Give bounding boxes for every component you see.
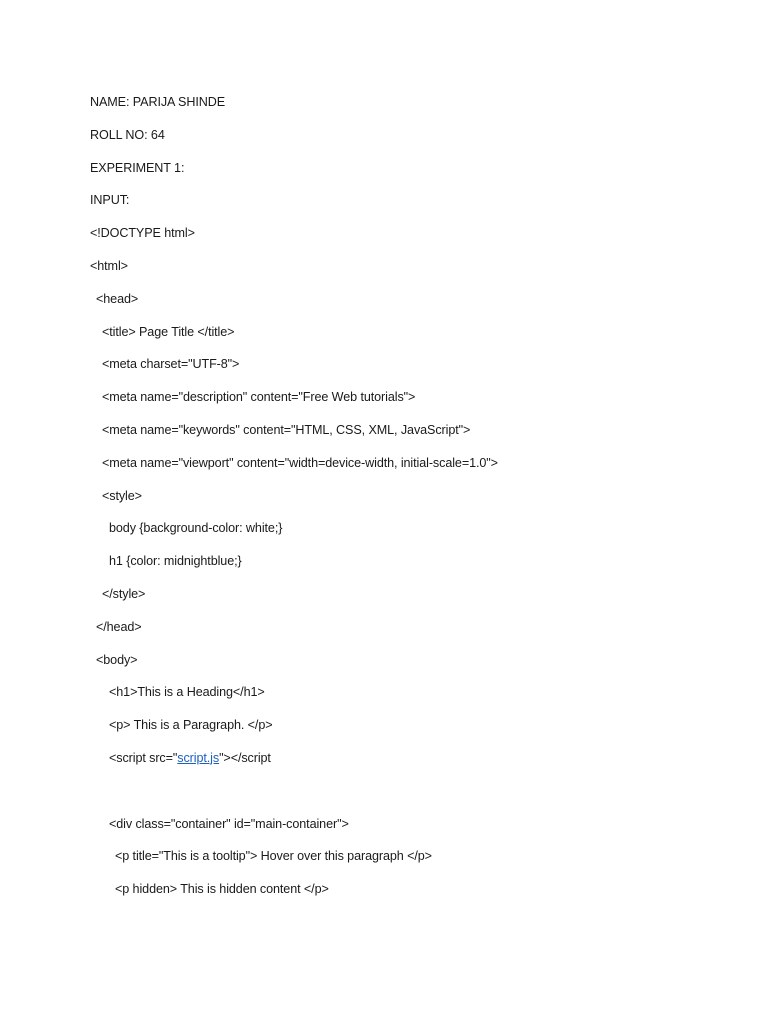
code-line-style-close: </style>	[102, 586, 146, 601]
script-prefix: <script src="	[109, 750, 178, 765]
code-line-title: <title> Page Title </title>	[102, 324, 235, 339]
script-suffix: "></script	[219, 750, 271, 765]
code-line-css-h1: h1 {color: midnightblue;}	[109, 554, 242, 569]
code-line-style-open: <style>	[102, 488, 142, 503]
code-line-div-open: <div class="container" id="main-container">	[109, 816, 349, 831]
blank-line	[90, 781, 730, 814]
code-line-p-hidden: <p hidden> This is hidden content </p>	[115, 882, 329, 897]
code-line-body-open: <body>	[96, 652, 138, 667]
code-line-p-tooltip: <p title="This is a tooltip"> Hover over this paragraph </p>	[115, 849, 432, 864]
code-line-h1: <h1>This is a Heading</h1>	[109, 685, 265, 700]
code-line-meta-description: <meta name="description" content="Free Web tutorials">	[102, 390, 416, 405]
experiment-heading: EXPERIMENT 1:	[90, 160, 185, 175]
code-line-doctype: <!DOCTYPE html>	[90, 226, 195, 241]
code-line-p: <p> This is a Paragraph. </p>	[109, 718, 273, 733]
code-line-script	[90, 748, 730, 781]
script-js-link[interactable]: script.js	[177, 750, 220, 765]
document-body	[90, 92, 730, 912]
code-line-css-body: body {background-color: white;}	[109, 521, 283, 536]
code-line-head-close: </head>	[96, 619, 142, 634]
student-name: NAME: PARIJA SHINDE	[90, 95, 226, 109]
code-line-meta-keywords: <meta name="keywords" content="HTML, CSS, XML, JavaScript">	[102, 422, 471, 437]
code-line-meta-charset: <meta charset="UTF-8">	[102, 357, 240, 372]
roll-number: ROLL NO: 64	[90, 127, 165, 142]
code-line-html-open: <html>	[90, 258, 128, 273]
code-line-head-open: <head>	[96, 291, 139, 306]
code-line-meta-viewport: <meta name="viewport" content="width=device-width, initial-scale=1.0">	[102, 455, 498, 470]
input-label: INPUT:	[90, 193, 130, 208]
